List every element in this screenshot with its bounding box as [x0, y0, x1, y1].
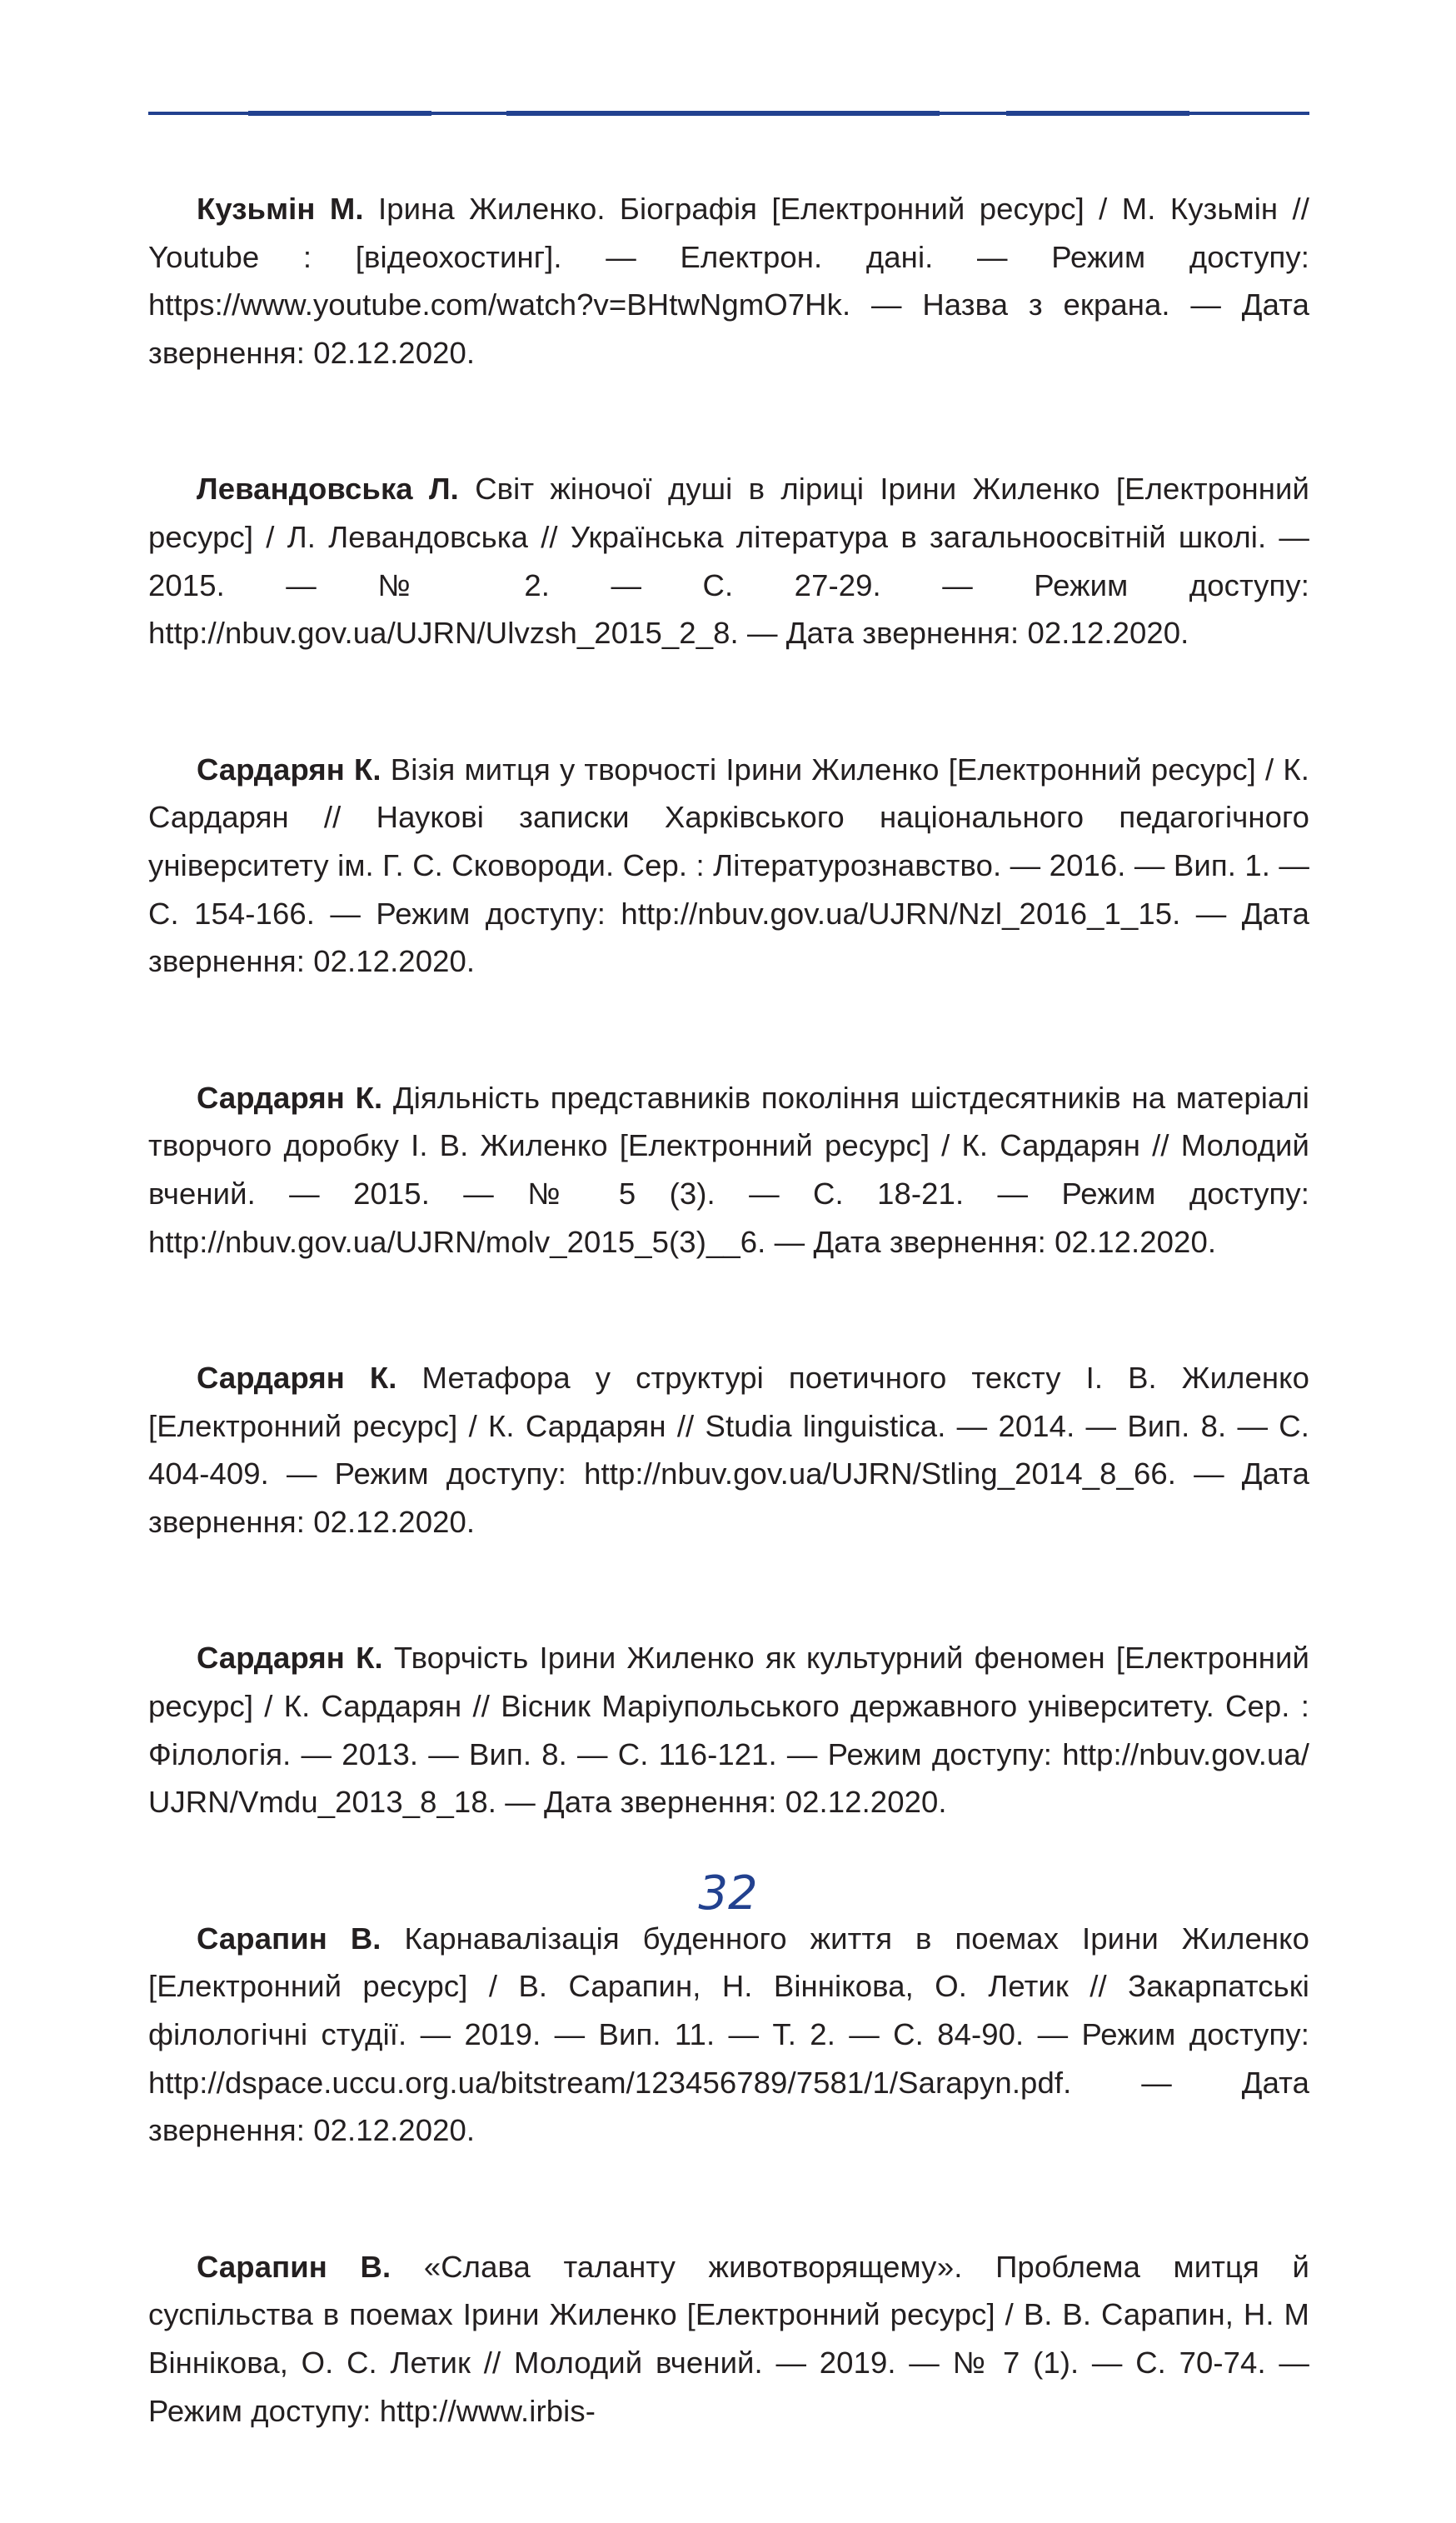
- bibliography-entry: [148, 2243, 1309, 2435]
- header-rule-segment: [506, 111, 940, 116]
- entry-author: Сардарян К.: [197, 1080, 383, 1115]
- bibliography-list: [148, 185, 1309, 2523]
- header-rule: [148, 112, 1309, 115]
- entry-text: Метафора у структурі поетичного тексту І. В. Жиленко [Електронний ресурс] / К. Сардарян // Studia linguistica. — 2014. — Вип. 8. — С. 404-409. — Режим доступу: http://nbuv.gov.ua/UJRN/Stling_2014_8_66. — Дата звернення: 02.12.2020.: [148, 1361, 1309, 1539]
- entry-text: Ірина Жиленко. Біографія [Електронний ресурс] / М. Кузьмін // Youtube : [відеохостинг]. — Електрон. дані. — Режим доступу: https://www.youtube.​com/watch?v=BHtwNgmO7Hk. — Назва з екрана. — Дата звернення: 02.12.2020.: [148, 192, 1309, 370]
- bibliography-entry: [148, 185, 1309, 377]
- entry-text: Візія митця у творчості Ірини Жиленко [Електронний ресурс] / К. Сардарян // Наукові записки Харківського національного педагогічного університету ім. Г. С. Сковороди. Сер. : Літературознавство. — 2016. — Вип. 1. — С. 154-166. — Режим доступу: http://nbuv.gov.ua/UJRN/Nzl_2016_1_15. — Дата звернення: 02.12.2020.: [148, 752, 1309, 979]
- entry-author: Сарапин В.: [197, 2249, 391, 2284]
- entry-author: Сардарян К.: [197, 752, 381, 787]
- bibliography-entry: [148, 1915, 1309, 2155]
- entry-text: Творчість Ірини Жиленко як культурний феномен [Електронний ресурс] / К. Сардарян // Вісник Маріупольського державного університету. Сер. : Філологія. — 2013. — Вип. 8. — С. 116-121. — Режим доступу: http://nbuv.gov.ua/​UJRN/Vmdu_2013_8_18. — Дата звернення: 02.12.2020.: [148, 1641, 1309, 1820]
- entry-author: Сардарян К.: [197, 1641, 383, 1676]
- header-rule-segment: [248, 111, 431, 116]
- entry-author: Сарапин В.: [197, 1921, 381, 1956]
- entry-author: Сардарян К.: [197, 1361, 397, 1396]
- bibliography-entry: [148, 1634, 1309, 1826]
- page-number: 32: [698, 1866, 758, 1921]
- bibliography-entry: [148, 465, 1309, 657]
- bibliography-entry: [148, 1354, 1309, 1546]
- bibliography-entry: [148, 1074, 1309, 1266]
- header-rule-segment: [1006, 111, 1189, 116]
- entry-text: Карнавалізація буденного життя в поемах Ірини Жиленко [Електронний ресурс] / В. Сарапин, Н. Віннікова, О. Летик // Закарпатські філологічні студії. — 2019. — Вип. 11. — Т. 2. — С. 84-90. — Режим доступу: http://dspace.uccu.org.ua/​bitstream/123456789/7581/1/Sarapyn.pdf. — Дата звернення: 02.12.2020.: [148, 1921, 1309, 2148]
- entry-text: Діяльність представників покоління шістдесятників на матеріалі творчого доробку І. В. Жиленко [Електронний ресурс] / К. Сардарян // Молодий вчений. — 2015. — № 5 (3). — С. 18-21. — Режим доступу: http://nbuv.gov.ua/UJRN/​molv_2015_5(3)__6. — Дата звернення: 02.12.2020.: [148, 1080, 1310, 1259]
- entry-text: Світ жіночої душі в ліриці Ірини Жиленко [Електронний ресурс] / Л. Левандовська // Українська література в загальноосвітній школі. — 2015. — № 2. — С. 27-29. — Режим доступу: http://nbuv.gov.ua/UJRN/Ulvzsh_2015_2_8. — Дата звернення: 02.12.2020.: [148, 472, 1309, 651]
- entry-text: «Слава таланту животворящему». Проблема митця й суспільства в поемах Ірини Жиленко [Електронний ресурс] / В. В. Сарапин, Н. М Віннікова, О. С. Летик // Молодий вчений. — 2019. — № 7 (1). — С. 70-74. — Режим доступу: http://www.irbis-: [148, 2249, 1309, 2428]
- entry-author: Кузьмін М.: [197, 192, 364, 226]
- entry-author: Левандовська Л.: [197, 472, 459, 507]
- bibliography-entry: [148, 746, 1309, 986]
